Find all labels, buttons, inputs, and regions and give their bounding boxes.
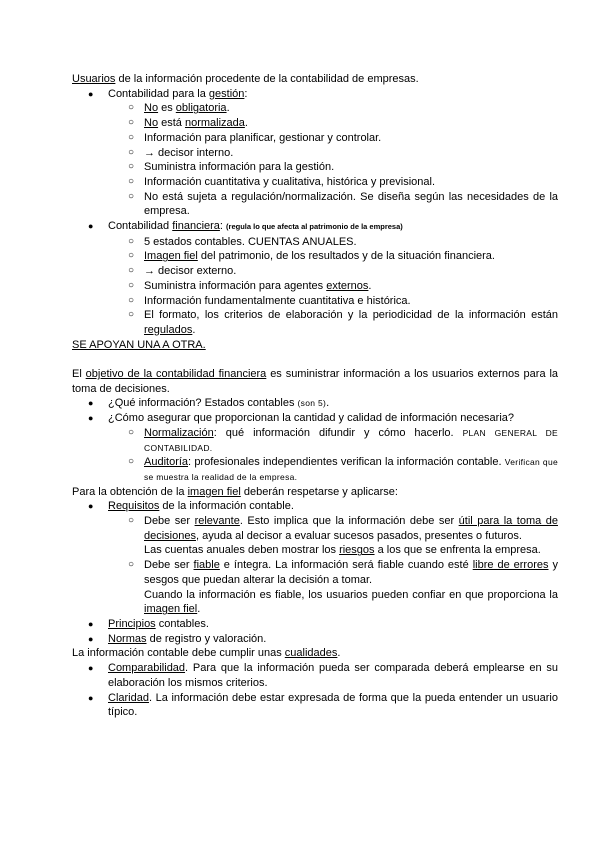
document-page (72, 72, 558, 720)
list-item: ● Normas de registro y valoración. (88, 632, 267, 645)
circle-bullet-icon: ○ (128, 250, 135, 262)
list-item: ○ No está normalizada. (128, 117, 248, 130)
circle-bullet-icon: ○ (128, 456, 135, 468)
list-item: ● Principios contables. (88, 618, 209, 630)
list-item: ● Requisitos de la información contable. (88, 500, 294, 513)
list-item: ○ → decisor externo. (128, 265, 237, 278)
list-item: ○ No está sujeta a regulación/normalización. Se diseña según las necesidades de la empresa. (128, 190, 558, 218)
apoyan-heading: SE APOYAN UNA A OTRA. (72, 338, 206, 351)
paragraph: Cuando la información es fiable, los usuarios pueden confiar en que proporciona la imagen fiel. (144, 588, 558, 616)
list-item: ○ Información cuantitativa y cualitativa, histórica y previsional. (128, 175, 436, 188)
circle-bullet-icon: ○ (128, 515, 135, 527)
list-item: ○ → decisor interno. (128, 146, 234, 159)
circle-bullet-icon: ○ (128, 265, 135, 277)
list-item: ○ El formato, los criterios de elaboración y la periodicidad de la información están regulados. (128, 309, 558, 336)
list-item: ○ No es obligatoria. (128, 102, 230, 115)
bullet-icon: ● (88, 633, 94, 644)
paragraph: Las cuentas anuales deben mostrar los riesgos a los que se enfrenta la empresa. (144, 544, 541, 557)
bullet-icon: ● (88, 88, 94, 99)
list-item: ○ Imagen fiel del patrimonio, de los resultados y de la situación financiera. (128, 250, 495, 263)
circle-bullet-icon: ○ (128, 146, 135, 158)
list-item: ● Claridad. La información debe estar expresada de forma que la pueda entender un usuario típico. (88, 691, 558, 719)
circle-bullet-icon: ○ (128, 279, 135, 291)
circle-bullet-icon: ○ (128, 131, 135, 143)
circle-bullet-icon: ○ (128, 559, 135, 571)
circle-bullet-icon: ○ (128, 190, 135, 202)
circle-bullet-icon: ○ (128, 426, 135, 438)
circle-bullet-icon: ○ (128, 161, 135, 173)
spacer (72, 352, 558, 367)
circle-bullet-icon: ○ (128, 117, 135, 129)
bullet-icon: ● (88, 692, 94, 703)
paragraph: La información contable debe cumplir unas cualidades. (72, 647, 341, 660)
circle-bullet-icon: ○ (128, 294, 135, 306)
list-item: ○ Debe ser relevante. Esto implica que la información debe ser útil para la toma de decisiones, ayuda al decisor a evaluar sucesos pasados, presentes o futuros. (128, 515, 558, 542)
circle-bullet-icon: ○ (128, 102, 135, 114)
list-item: ● Contabilidad para la gestión: (88, 87, 248, 100)
list-item: ● Contabilidad financiera: (regula lo que afecta al patrimonio de la empresa) (88, 220, 403, 233)
list-item: ○ Normalización: qué información difundir y cómo hacerlo. PLAN GENERAL DE CONTABILIDAD. (128, 426, 558, 453)
bullet-icon: ● (88, 413, 94, 424)
list-item: ○ Auditoría: profesionales independientes verifican la información contable. Verifican que se muestra la realidad de la empresa. (128, 456, 558, 482)
list-item: ○ Información fundamentalmente cuantitativa e histórica. (128, 294, 411, 307)
list-item: ● ¿Qué información? Estados contables (son 5). (88, 397, 330, 410)
list-item: ○ 5 estados contables. CUENTAS ANUALES. (128, 235, 357, 248)
circle-bullet-icon: ○ (128, 235, 135, 247)
list-item: ○ Suministra información para agentes externos. (128, 279, 372, 292)
list-item: ● ¿Cómo asegurar que proporcionan la cantidad y calidad de información necesaria? (88, 412, 515, 425)
paragraph: El objetivo de la contabilidad financiera es suministrar información a los usuarios externos para la toma de decisiones. (72, 368, 559, 395)
section-title: Usuarios de la información procedente de la contabilidad de empresas. (72, 73, 419, 85)
circle-bullet-icon: ○ (128, 175, 135, 187)
list-item: ○ Debe ser fiable e íntegra. La información será fiable cuando esté libre de errores y sesgos que puedan alterar la decisión a tomar. (128, 559, 558, 586)
bullet-icon: ● (88, 663, 94, 674)
bullet-icon: ● (88, 501, 94, 512)
paragraph: Para la obtención de la imagen fiel deberán respetarse y aplicarse: (72, 485, 398, 498)
list-item: ● Comparabilidad. Para que la información pueda ser comparada deberá emplearse en su elaboración los mismos criterios. (88, 662, 558, 689)
bullet-icon: ● (88, 398, 94, 409)
usuarios-term: Usuarios (72, 73, 116, 85)
list-item: ○ Información para planificar, gestionar y controlar. (128, 131, 382, 144)
list-item: ○ Suministra información para la gestión. (128, 161, 335, 174)
bullet-icon: ● (88, 619, 94, 629)
circle-bullet-icon: ○ (128, 309, 135, 321)
note: (regula lo que afecta al patrimonio de la empresa) (226, 222, 403, 232)
bullet-icon: ● (88, 221, 94, 232)
